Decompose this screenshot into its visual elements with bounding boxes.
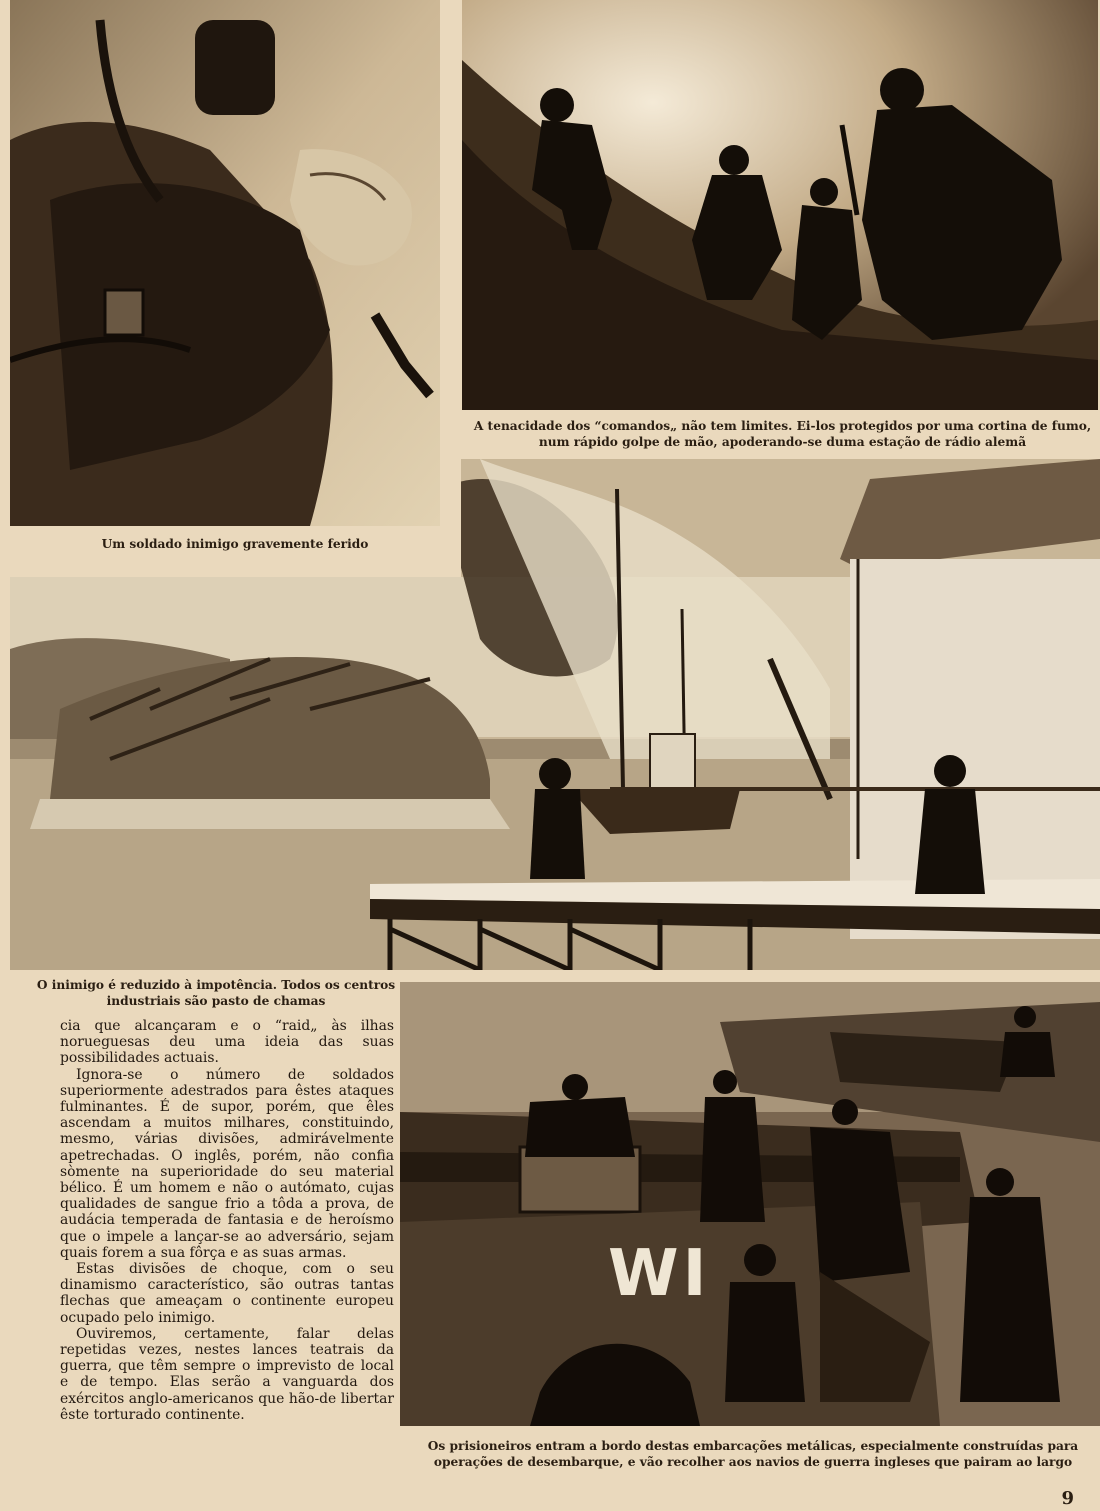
photo-wounded-soldier: [10, 0, 440, 526]
prisoners-image: [400, 982, 1100, 1426]
caption-prisoners: Os prisioneiros entram a bordo destas embarcações metálicas, especialmente construídas para operações de desembarque, e vão recolher aos navios de guerra ingleses que pairam ao largo: [427, 1439, 1079, 1469]
caption-harbour: O inimigo é reduzido à impotência. Todos os centros industriais são pasto de chamas: [36, 978, 396, 1008]
article-paragraph-2: Ignora-se o número de soldados superiormente adestrados para êstes ataques fulminantes. É de supor, porém, que êles ascendam a muitos milhares, constituindo, mesmo, várias divisões, admirávelmente apetrechadas. O inglês, porém, não confia sòmente na superioridade do seu material bélico. É um homem e não o autómato, cujas qualidades de sangue frio a tôda a prova, de audácia temperada de fantasia e de heroísmo que o impele a lançar-se ao adversário, sejam quais forem a sua fôrça e as suas armas.: [60, 1066, 394, 1261]
article-paragraph-3: Estas divisões de choque, com o seu dinamismo característico, são outras tantas flechas que ameaçam o continente europeu ocupado pelo inimigo.: [60, 1261, 394, 1326]
wounded-soldier-image: [10, 0, 440, 526]
page-number: 9: [1061, 1488, 1074, 1509]
article-paragraph-4: Ouviremos, certamente, falar delas repetidas vezes, nestes lances teatrais da guerra, que têm sempre o imprevisto de local e de tempo. Elas serão a vanguarda dos exércitos anglo-americanos que hão-de libertar êste torturado continente.: [60, 1325, 394, 1423]
photo-prisoners-boarding: [400, 982, 1100, 1426]
photo-smokescreen-commandos: [462, 0, 1098, 410]
hull-marking: WI: [608, 1237, 711, 1311]
article-body: [60, 1018, 394, 1423]
caption-wounded-soldier: Um soldado inimigo gravemente ferido: [101, 537, 369, 551]
smokescreen-image: [462, 0, 1098, 410]
article-paragraph-1: cia que alcançaram e o “raid„ às ilhas norueguesas deu uma ideia das suas possibilidades actuais.: [60, 1018, 394, 1067]
caption-smokescreen: A tenacidade dos “comandos„ não tem limites. Ei-los protegidos por uma cortina de fumo, num rápido golpe de mão, apoderando-se duma estação de rádio alemã: [473, 419, 1092, 449]
